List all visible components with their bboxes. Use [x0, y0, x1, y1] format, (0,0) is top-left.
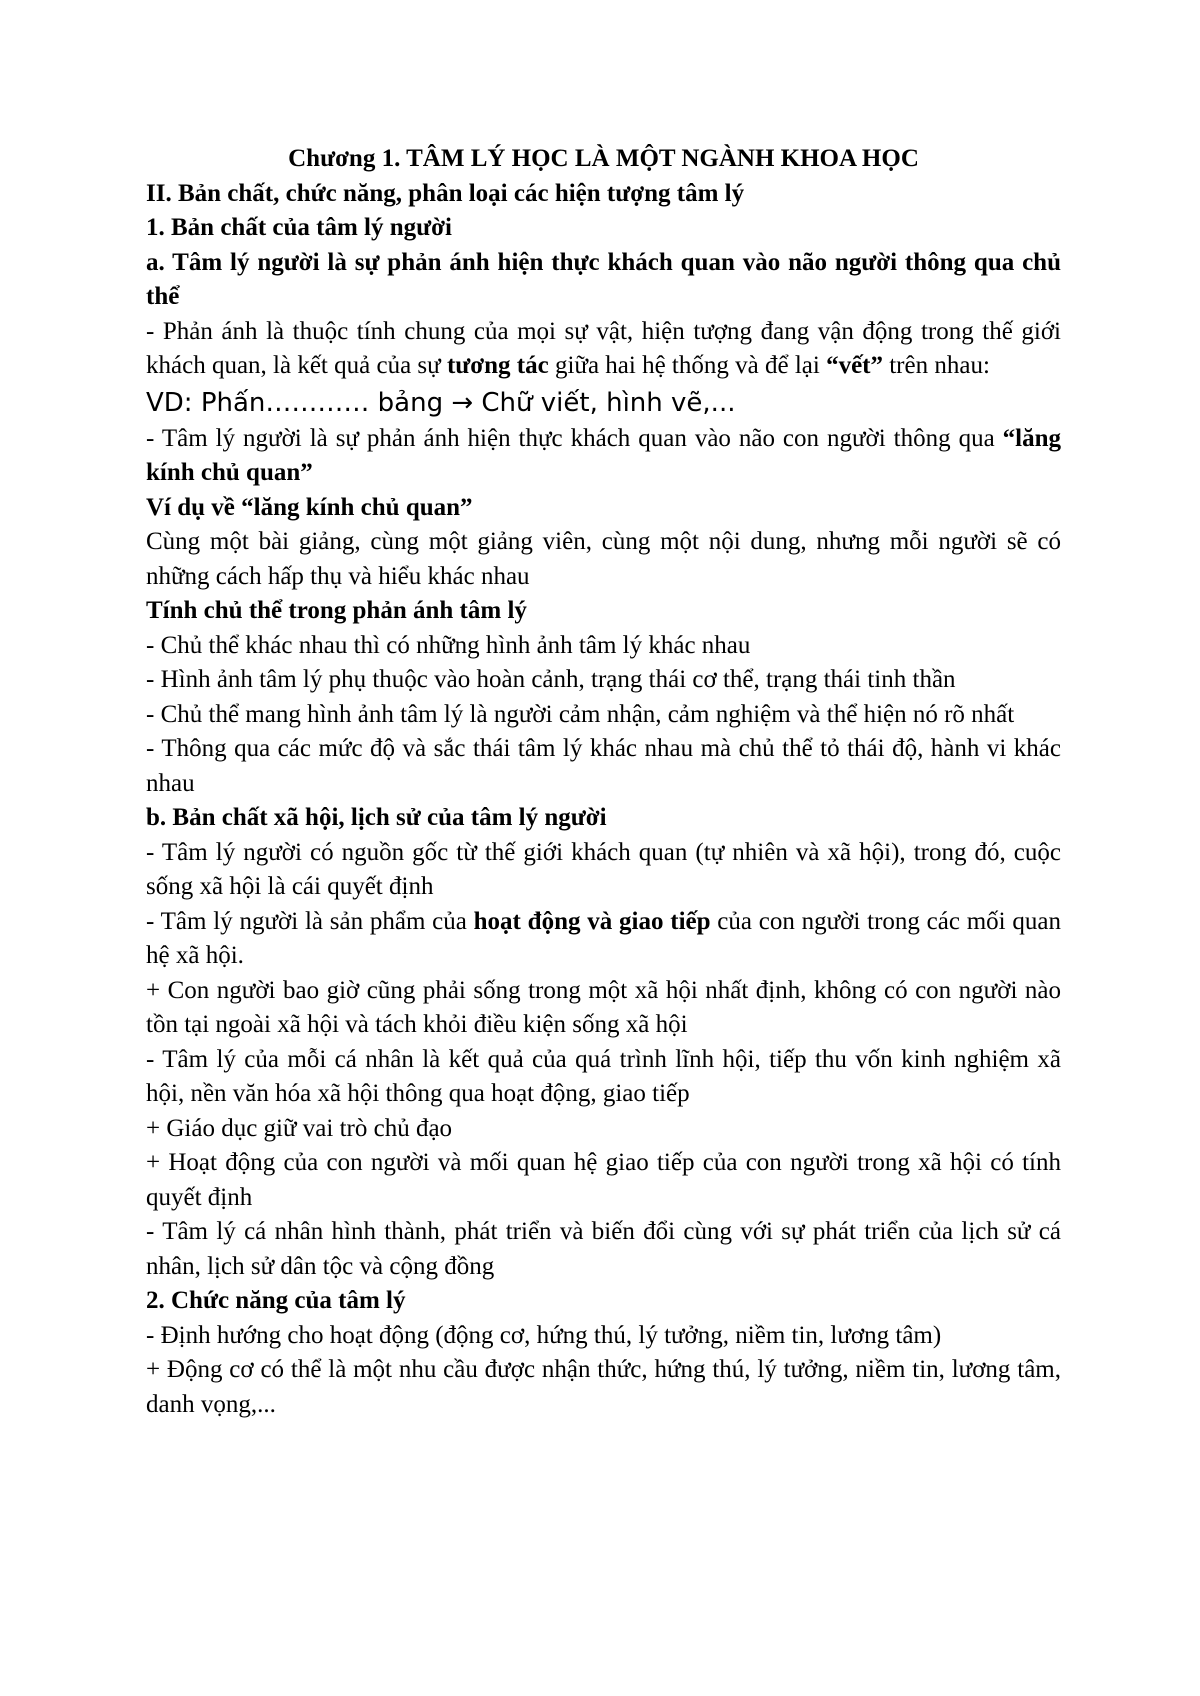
- chapter-title: Chương 1. TÂM LÝ HỌC LÀ MỘT NGÀNH KHOA HỌC: [288, 145, 919, 172]
- list-item: - Chủ thể mang hình ảnh tâm lý là người cảm nhận, cảm nghiệm và thể hiện nó rõ nhất: [146, 700, 1015, 728]
- paragraph: + Hoạt động của con người và mối quan hệ giao tiếp của con người trong xã hội có tính quyết định: [146, 1149, 1061, 1211]
- paragraph: + Giáo dục giữ vai trò chủ đạo: [146, 1114, 453, 1142]
- section-heading: II. Bản chất, chức năng, phân loại các hiện tượng tâm lý: [146, 179, 745, 207]
- paragraph: - Tâm lý cá nhân hình thành, phát triển và biến đổi cùng với sự phát triển của lịch sử cá nhân, lịch sử dân tộc và cộng đồng: [146, 1218, 1061, 1280]
- text-run: của con người trong các mối quan hệ xã hội.: [146, 907, 1061, 969]
- paragraph: - Tâm lý của mỗi cá nhân là kết quả của quá trình lĩnh hội, tiếp thu vốn kinh nghiệm xã hội, nền văn hóa xã hội thông qua hoạt động, giao tiếp: [146, 1045, 1061, 1107]
- text-run: - Phản ánh là thuộc tính chung của mọi sự vật, hiện tượng đang vận động trong thế giới khách quan, là kết quả của sự: [146, 317, 1061, 379]
- text-run-bold: “vết”: [826, 352, 883, 379]
- subsection-heading-b: b. Bản chất xã hội, lịch sử của tâm lý người: [146, 804, 607, 831]
- paragraph: - Tâm lý người có nguồn gốc từ thế giới khách quan (tự nhiên và xã hội), trong đó, cuộc sống xã hội là cái quyết định: [146, 838, 1061, 900]
- paragraph: - Định hướng cho hoạt động (động cơ, hứng thú, lý tưởng, niềm tin, lương tâm): [146, 1321, 942, 1349]
- text-run-bold: hoạt động và giao tiếp: [473, 907, 711, 935]
- paragraph-subjective-lens: [146, 422, 1061, 491]
- paragraph-activity: [146, 905, 1061, 974]
- subsection-heading-a: a. Tâm lý người là sự phản ánh hiện thực khách quan vào não người thông qua chủ thể: [146, 248, 1061, 310]
- subsection-heading: 1. Bản chất của tâm lý người: [146, 214, 452, 241]
- list-item: - Hình ảnh tâm lý phụ thuộc vào hoàn cảnh, trạng thái cơ thể, trạng thái tinh thần: [146, 666, 956, 693]
- example-line: VD: Phấn………… bảng → Chữ viết, hình vẽ,...: [146, 387, 736, 418]
- text-run: - Tâm lý người là sự phản ánh hiện thực khách quan vào não con người thông qua: [146, 424, 1003, 452]
- text-run: giữa hai hệ thống và để lại: [548, 352, 827, 379]
- text-run: trên nhau:: [882, 352, 990, 379]
- example-text: Cùng một bài giảng, cùng một giảng viên, cùng một nội dung, nhưng mỗi người sẽ có những cách hấp thụ và hiểu khác nhau: [146, 528, 1061, 590]
- document-body: [146, 142, 1061, 1422]
- subject-heading: Tính chủ thể trong phản ánh tâm lý: [146, 597, 527, 624]
- list-item: - Chủ thể khác nhau thì có những hình ảnh tâm lý khác nhau: [146, 631, 751, 659]
- list-item: - Thông qua các mức độ và sắc thái tâm lý khác nhau mà chủ thể tỏ thái độ, hành vi khác nhau: [146, 735, 1061, 797]
- text-run: - Tâm lý người là sản phẩm của: [146, 907, 474, 935]
- paragraph: + Động cơ có thể là một nhu cầu được nhận thức, hứng thú, lý tưởng, niềm tin, lương tâm, danh vọng,...: [146, 1356, 1061, 1418]
- text-run-bold: “lăng kính chủ quan”: [146, 424, 1061, 486]
- text-run-bold: tương tác: [446, 352, 549, 379]
- paragraph: + Con người bao giờ cũng phải sống trong một xã hội nhất định, không có con người nào tồn tại ngoài xã hội và tách khỏi điều kiện sống xã hội: [146, 976, 1061, 1038]
- subsection-heading-2: 2. Chức năng của tâm lý: [146, 1287, 406, 1314]
- paragraph-reflection: [146, 315, 1061, 384]
- example-heading: Ví dụ về “lăng kính chủ quan”: [146, 493, 473, 521]
